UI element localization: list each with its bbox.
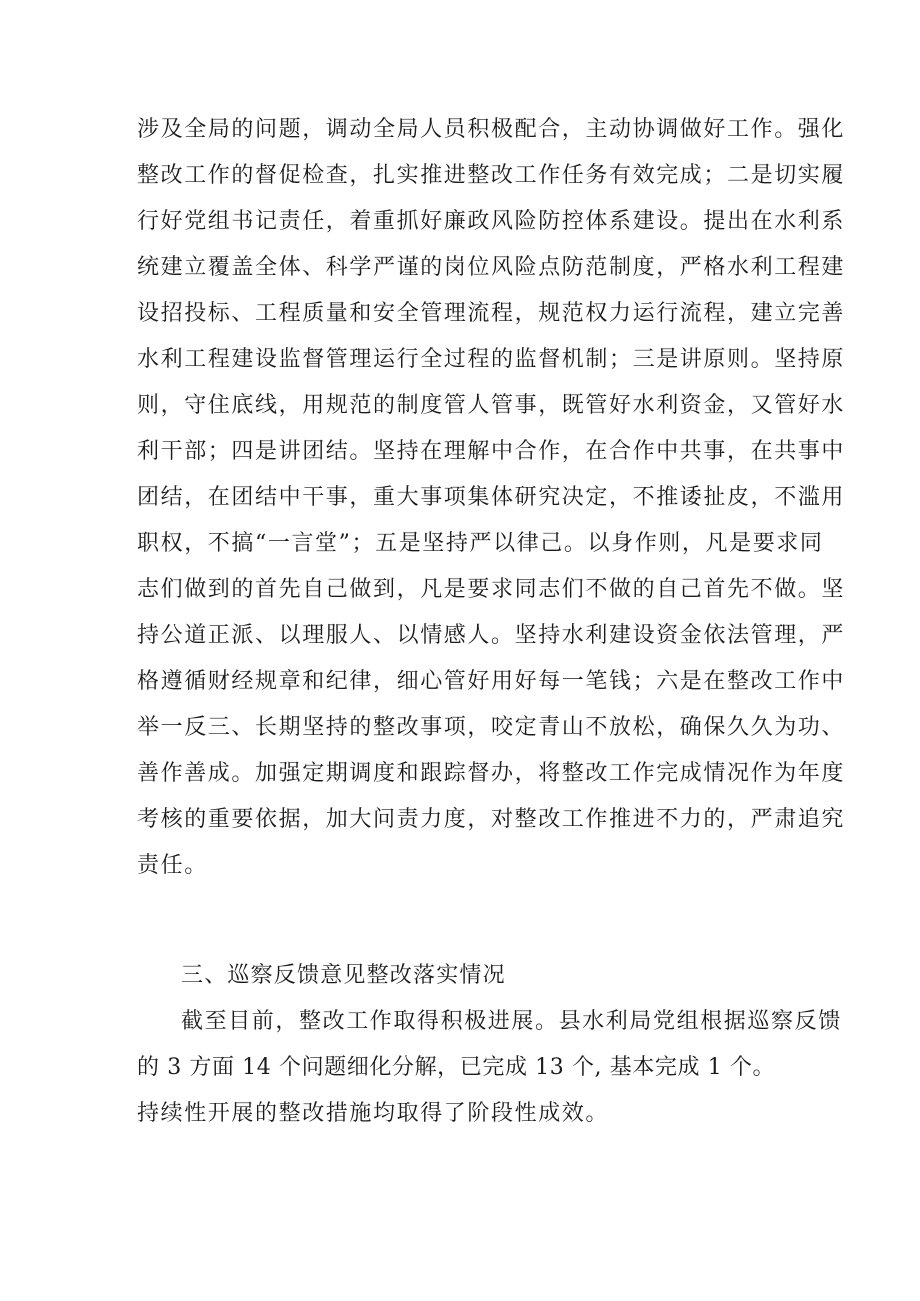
text-line: 截至目前，整改工作取得积极进展。县水利局党组根据巡察反馈 — [181, 1009, 842, 1034]
text-line: 团结，在团结中干事，重大事项集体研究决定，不推诿扯皮，不滥用 — [137, 485, 846, 510]
text-line: 利干部；四是讲团结。坚持在理解中合作，在合作中共事，在共事中 — [137, 439, 846, 464]
text-line: 持续性开展的整改措施均取得了阶段性成效。 — [137, 1101, 610, 1126]
text-line: 统建立覆盖全体、科学严谨的岗位风险点防范制度，严格水利工程建 — [137, 255, 846, 280]
text-line: 整改工作的督促检查，扎实推进整改工作任务有效完成；二是切实履 — [137, 163, 846, 188]
text-line: 涉及全局的问题，调动全局人员积极配合，主动协调做好工作。强化 — [137, 117, 846, 142]
text-line: 的 3 方面 14 个问题细化分解，已完成 13 个, 基本完成 1 个。 — [137, 1055, 776, 1080]
text-line: 责任。 — [137, 853, 208, 878]
section-heading: 三、巡察反馈意见整改落实情况 — [181, 963, 506, 988]
text-line: 持公道正派、以理服人、以情感人。坚持水利建设资金依法管理，严 — [137, 623, 846, 648]
text-line: 举一反三、长期坚持的整改事项，咬定青山不放松，确保久久为功、 — [137, 715, 846, 740]
text-line: 志们做到的首先自己做到，凡是要求同志们不做的自己首先不做。坚 — [137, 577, 846, 602]
text-line: 考核的重要依据，加大问责力度，对整改工作推进不力的，严肃追究 — [137, 807, 846, 832]
text-line: 职权，不搞“一言堂”；五是坚持严以律己。以身作则，凡是要求同 — [137, 531, 824, 556]
text-line: 善作善成。加强定期调度和跟踪督办，将整改工作完成情况作为年度 — [137, 761, 846, 786]
text-line: 则，守住底线，用规范的制度管人管事，既管好水利资金，又管好水 — [137, 393, 846, 418]
text-line: 设招投标、工程质量和安全管理流程，规范权力运行流程，建立完善 — [137, 301, 846, 326]
text-line: 水利工程建设监督管理运行全过程的监督机制；三是讲原则。坚持原 — [137, 347, 846, 372]
text-line: 行好党组书记责任，着重抓好廉政风险防控体系建设。提出在水利系 — [137, 209, 846, 234]
text-line: 格遵循财经规章和纪律，细心管好用好每一笔钱；六是在整改工作中 — [137, 669, 846, 694]
